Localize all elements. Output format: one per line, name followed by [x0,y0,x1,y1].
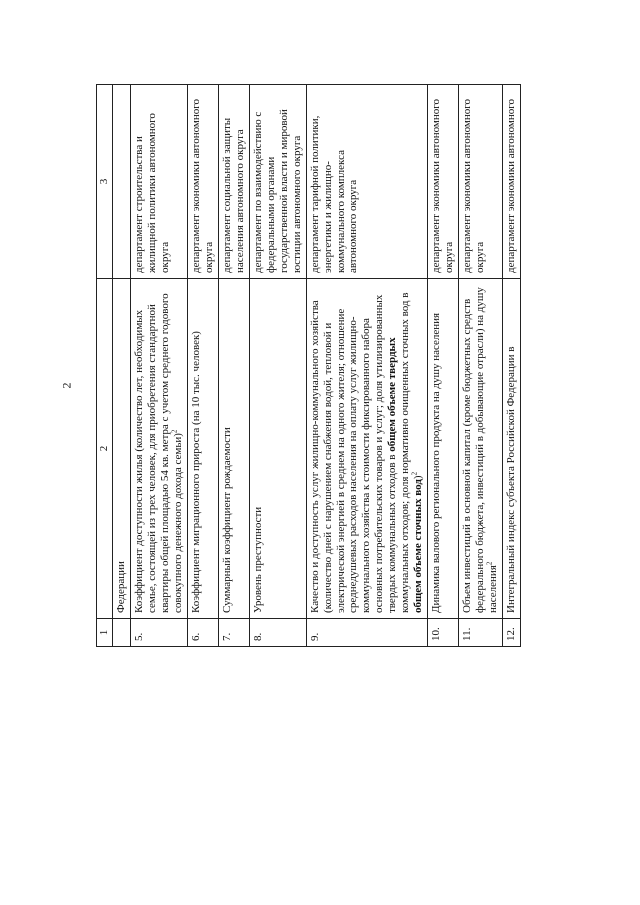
indicators-table [96,84,521,647]
header-row [97,85,113,647]
indicator-bold-part: общем объеме твердых [386,337,399,452]
footnote-mark: 2 [410,471,419,476]
indicator-text: Коэффициент доступности жилья (количество лет, необходимых семье, состоящей из трех человек, для приобретения стандартной квартиры общей площадью 54 кв. метра с учетом среднего годового совокупного денежного дохода семьи) [132,293,184,613]
table-row [428,85,459,647]
table-row [306,85,428,647]
row-number: 8. [249,619,306,647]
row-number: 6. [187,619,218,647]
header-col-3: 3 [97,85,113,279]
header-col-1: 1 [97,619,113,647]
indicator-cell [459,279,503,619]
department-cell: департамент по взаимодействию с федеральными органами государственной власти и мировой юстиции автономного округа [249,85,306,279]
department-cell: департамент социальной защиты населения автономного округа [218,85,249,279]
department-cell: департамент экономики автономного округа [187,85,218,279]
department-cell: департамент тарифной политики, энергетики и жилищно-коммунального комплекса автономного округа [306,85,428,279]
department-cell: департамент экономики автономного округа [428,85,459,279]
table-row [187,85,218,647]
page-number: 2 [59,382,74,389]
footnote-mark: 2 [170,429,179,434]
table-row [130,85,187,647]
indicator-cell [130,279,187,619]
indicator-cell: Уровень преступности [249,279,306,619]
department-cell: департамент экономики автономного [503,85,521,279]
indicator-cell: Коэффициент миграционного прироста (на 10 тыс. человек) [187,279,218,619]
department-cell: департамент строительства и жилищной политики автономного округа [130,85,187,279]
footnote-mark: 2 [485,561,494,566]
indicator-text-part: Качество и доступность услуг жилищно-коммунального хозяйства (количество дней с нарушением снабжения водой, тепловой и электрической энергией в среднем на одного жителя; отношение среднедушевых расходов населения на оплату услуг жилищно-коммунального хозяйства к стоимости фиксированного набора основных потребительских товаров и услуг; доля утилизированных твердых коммунальных отходов в [308,294,399,613]
table-row [249,85,306,647]
table-row [459,85,503,647]
table-row [218,85,249,647]
indicator-cell [306,279,428,619]
department-cell: департамент экономики автономного округа [459,85,503,279]
row-number: 9. [306,619,428,647]
indicator-cell: Динамика валового регионального продукта на душу населения [428,279,459,619]
indicator-text-part: ) [412,475,425,480]
continuation-row [112,85,130,647]
table-row [503,85,521,647]
row-number: 7. [218,619,249,647]
indicator-text: Объем инвестиций в основной капитал (кроме бюджетных средств федерального бюджета, инвестиций в добывающие отрасли) на душу населения [461,287,500,613]
indicator-cell: Суммарный коэффициент рождаемости [218,279,249,619]
row-number: 11. [459,619,503,647]
row-number: 12. [503,619,521,647]
continuation-text: Федерации [112,279,130,619]
indicator-bold-part: общем объеме сточных вод [412,479,425,613]
indicator-cell: Интегральный индекс субъекта Российской Федерации в [503,279,521,619]
header-col-2: 2 [97,279,113,619]
indicator-text-part: коммунальных отходов; доля нормативно очищенных сточных вод в [399,292,412,613]
row-number: 5. [130,619,187,647]
row-number: 10. [428,619,459,647]
